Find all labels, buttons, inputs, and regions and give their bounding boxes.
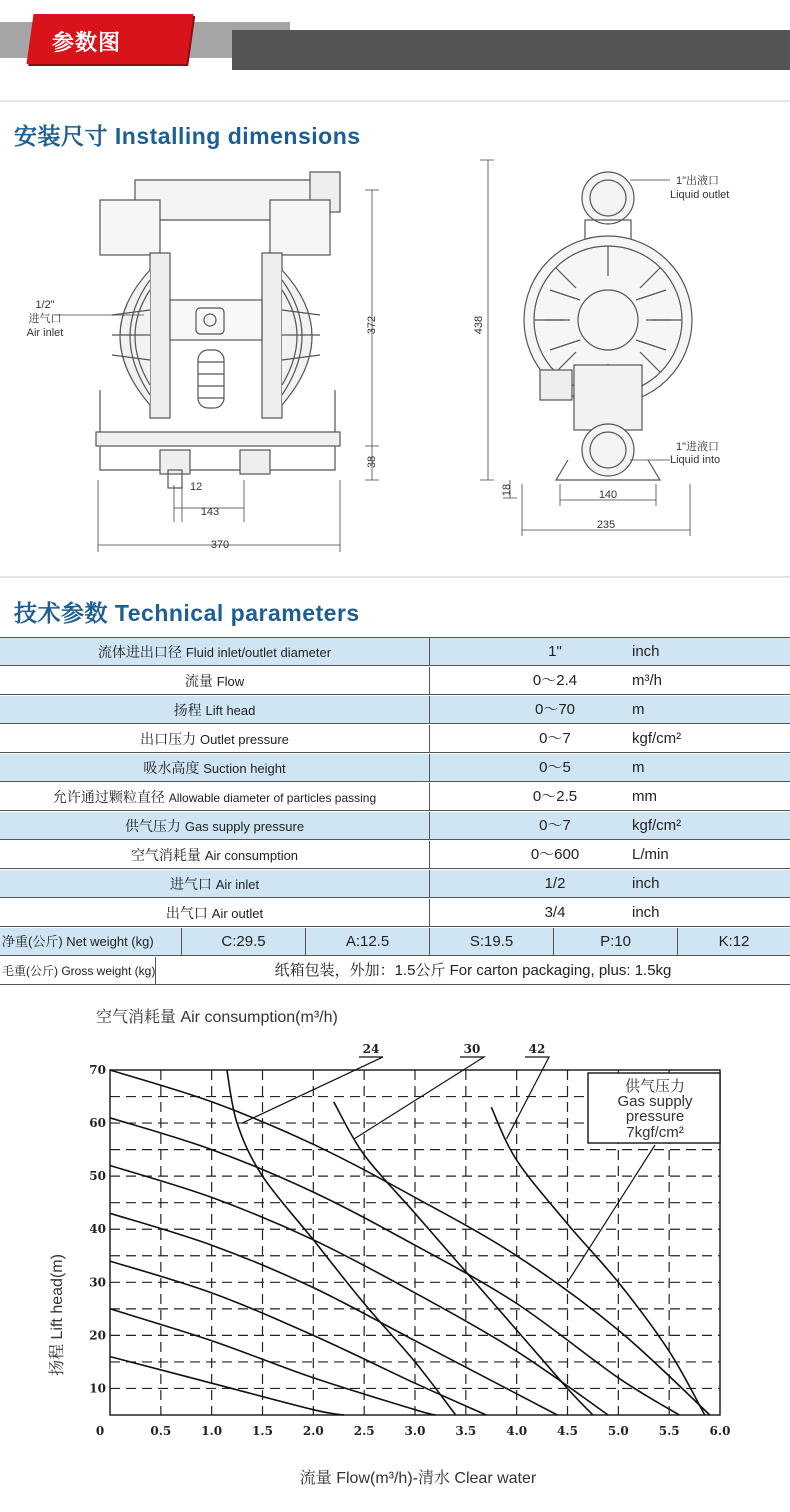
row-value: 0～2.5 <box>532 788 578 805</box>
performance-chart <box>0 995 790 1512</box>
table-row <box>0 870 790 898</box>
row-value: 3/4 <box>544 904 566 921</box>
legend-line-1: 供气压力 <box>624 1078 686 1095</box>
legend-line-4: 7kgf/cm² <box>626 1124 684 1141</box>
row-value: 0～600 <box>530 846 580 863</box>
installing-dimensions-drawing <box>0 150 790 570</box>
dim-12: 12 <box>190 481 203 493</box>
inlet-cn-label: 进气口 <box>28 313 62 325</box>
x-tick-label: 0.5 <box>150 1424 172 1438</box>
row-label-cn: 出气口 <box>165 905 208 921</box>
gross-weight-text: 纸箱包装，外加：1.5公斤 For carton packaging, plus: 1.5kg <box>274 962 672 979</box>
row-unit: inch <box>632 875 660 892</box>
row-label-cn: 供气压力 <box>124 818 181 834</box>
row-unit: m <box>632 701 645 718</box>
y-tick-label: 40 <box>89 1222 106 1237</box>
row-label <box>0 899 430 927</box>
net-weight-p: P:10 <box>554 928 678 956</box>
row-label-cn: 出口压力 <box>140 731 197 747</box>
row-label <box>0 754 430 782</box>
row-label <box>0 667 430 695</box>
row-label <box>0 638 430 666</box>
row-unit: kgf/cm² <box>632 817 682 834</box>
row-label-cn: 进气口 <box>169 876 212 892</box>
net-weight-c: C:29.5 <box>182 928 306 956</box>
table-row <box>0 841 790 869</box>
table-row <box>0 725 790 753</box>
x-tick-label: 2.0 <box>302 1424 324 1438</box>
consumption-label: 24 <box>362 1042 380 1056</box>
row-label-en: Fluid inlet/outlet diameter <box>185 645 332 660</box>
header-banner <box>0 0 790 80</box>
table-row <box>0 899 790 927</box>
row-label <box>0 696 430 724</box>
row-value: 0～7 <box>539 730 571 747</box>
inlet-side-en-label: Liquid into <box>670 454 721 466</box>
legend-line-2: Gas supply <box>617 1093 693 1110</box>
x-axis-label: 流量 Flow(m³/h)-清水 Clear water <box>299 1470 537 1487</box>
inlet-side-cn-label: 1"进液口 <box>676 441 720 453</box>
dim-438: 438 <box>473 315 485 335</box>
legend-box <box>588 1073 720 1143</box>
inlet-size-label: 1/2" <box>35 299 55 311</box>
row-label <box>0 725 430 753</box>
row-label <box>0 812 430 840</box>
x-tick-label: 3.5 <box>455 1424 477 1438</box>
table-row <box>0 754 790 782</box>
chart-title: 空气消耗量 Air consumption(m³/h) <box>96 1009 338 1026</box>
row-value: 1" <box>548 643 562 660</box>
y-tick-label: 70 <box>89 1063 106 1077</box>
net-weight-k: K:12 <box>718 933 750 950</box>
row-label-cn: 流量 <box>184 673 213 689</box>
outlet-cn-label: 1"出液口 <box>676 175 720 187</box>
table-row <box>0 638 790 666</box>
row-label-en: Air consumption <box>204 848 299 863</box>
net-weight-label: 净重(公斤) Net weight (kg) <box>0 928 182 956</box>
consumption-leader-line <box>242 1057 383 1123</box>
x-tick-label: 1.5 <box>252 1424 273 1438</box>
x-tick-label: 4.5 <box>557 1424 578 1438</box>
row-unit: kgf/cm² <box>632 730 682 747</box>
row-value: 0～70 <box>534 701 576 718</box>
row-unit: inch <box>632 643 660 660</box>
row-label-cn: 扬程 <box>173 702 202 718</box>
dim-143: 143 <box>200 506 220 518</box>
pressure-curve-5 <box>110 1261 486 1415</box>
row-unit: m³/h <box>632 672 662 689</box>
x-tick-label: 6.0 <box>709 1424 731 1438</box>
row-label <box>0 783 430 811</box>
net-weight-a: A:12.5 <box>306 928 430 956</box>
dim-370: 370 <box>210 539 230 551</box>
x-tick-label: 5.0 <box>607 1424 629 1438</box>
row-value: 1/2 <box>544 875 566 892</box>
dim-18: 18 <box>501 483 513 497</box>
y-tick-labels <box>89 1063 106 1395</box>
y-tick-label: 30 <box>89 1275 106 1290</box>
x-tick-label: 4.0 <box>506 1424 528 1438</box>
banner-dark-bar <box>232 30 790 70</box>
y-tick-label: 50 <box>89 1169 106 1184</box>
consumption-label: 30 <box>463 1042 481 1056</box>
row-value: 0～5 <box>539 759 571 776</box>
dim-38: 38 <box>366 455 378 469</box>
legend-leader-line <box>568 1145 656 1282</box>
row-label-en: Allowable diameter of particles passing <box>168 791 377 805</box>
row-unit: m <box>632 759 645 776</box>
row-label-en: Gas supply pressure <box>184 819 305 834</box>
divider <box>0 576 790 578</box>
divider <box>0 100 790 102</box>
row-label-cn: 吸水高度 <box>143 760 200 776</box>
row-label <box>0 870 430 898</box>
table-row <box>0 667 790 695</box>
y-tick-label: 20 <box>89 1328 106 1343</box>
row-unit: mm <box>632 788 657 805</box>
row-unit: inch <box>632 904 660 921</box>
x-tick-label: 3.0 <box>404 1424 426 1438</box>
row-value: 0～2.4 <box>532 672 578 689</box>
banner-title: 参数图 <box>52 30 122 55</box>
dim-140: 140 <box>598 489 618 501</box>
inlet-en-label: Air inlet <box>26 327 64 339</box>
row-label-en: Air outlet <box>211 906 264 921</box>
row-value: 0～7 <box>539 817 571 834</box>
y-tick-label: 10 <box>89 1381 106 1396</box>
dim-235: 235 <box>596 519 616 531</box>
outlet-en-label: Liquid outlet <box>670 189 730 201</box>
pressure-curve-2 <box>110 1118 679 1415</box>
pressure-curve-7 <box>110 1357 344 1415</box>
gross-weight-row <box>0 957 790 985</box>
install-title: 安装尺寸 Installing dimensions <box>14 123 361 149</box>
consumption-label: 42 <box>528 1042 546 1056</box>
row-label-en: Outlet pressure <box>200 732 289 747</box>
table-row <box>0 783 790 811</box>
legend-line-3: pressure <box>625 1108 685 1125</box>
row-label-cn: 允许通过颗粒直径 <box>52 789 165 805</box>
x-tick-labels <box>96 1424 731 1438</box>
x-tick-label: 1.0 <box>201 1424 223 1438</box>
x-tick-label: 0 <box>95 1424 105 1438</box>
table-row <box>0 812 790 840</box>
row-label-en: Flow <box>216 674 245 689</box>
row-label-cn: 空气消耗量 <box>130 847 201 863</box>
tech-table <box>0 637 790 983</box>
net-weight-s: S:19.5 <box>430 928 554 956</box>
row-label <box>0 841 430 869</box>
y-tick-label: 60 <box>89 1116 106 1131</box>
y-axis-label: 扬程 Lift head(m) <box>49 1254 66 1376</box>
row-label-en: Suction height <box>203 761 286 776</box>
net-weight-row <box>0 928 790 956</box>
row-unit: L/min <box>632 846 669 863</box>
dim-372: 372 <box>366 315 378 335</box>
air-consumption-curve-30 <box>334 1102 593 1415</box>
tech-title: 技术参数 Technical parameters <box>14 600 360 626</box>
table-row <box>0 696 790 724</box>
gross-weight-label: 毛重(公斤) Gross weight (kg) <box>0 957 156 985</box>
row-label-en: Lift head <box>205 703 256 718</box>
row-label-en: Air inlet <box>215 877 260 892</box>
x-tick-label: 2.5 <box>353 1424 375 1438</box>
row-label-cn: 流体进出口径 <box>97 644 182 660</box>
x-tick-label: 5.5 <box>658 1424 680 1438</box>
